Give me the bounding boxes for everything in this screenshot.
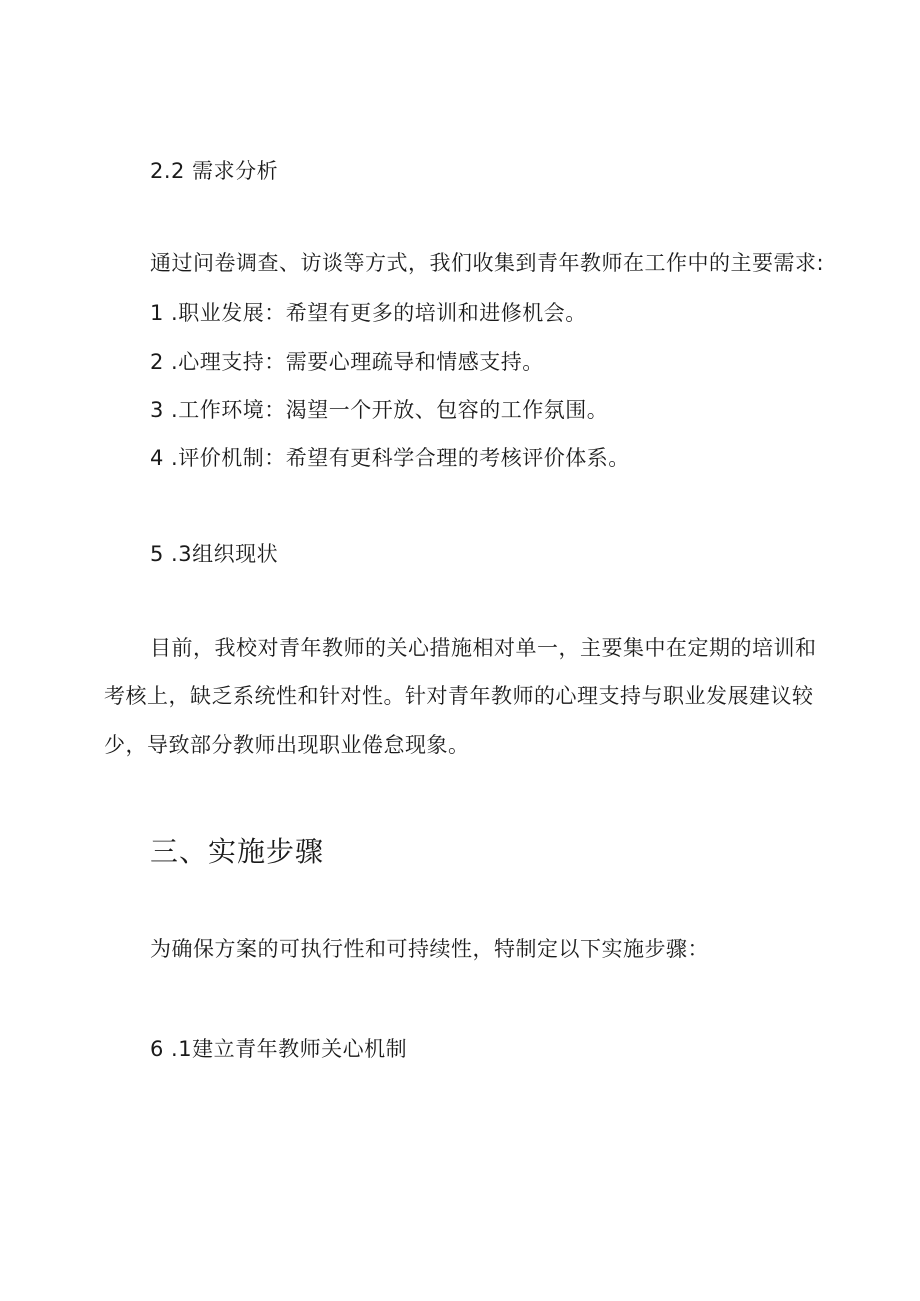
section-3-heading: 三、实施步骤 xyxy=(150,835,325,868)
need-item-1: 1 .职业发展：希望有更多的培训和进修机会。 xyxy=(150,301,587,325)
status-paragraph-line-3: 少，导致部分教师出现职业倦怠现象。 xyxy=(104,733,470,757)
section-2-3-heading: 5 .3组织现状 xyxy=(150,542,279,566)
status-paragraph-line-2: 考核上，缺乏系统性和针对性。针对青年教师的心理支持与职业发展建议较 xyxy=(104,684,814,708)
need-item-2: 2 .心理支持：需要心理疏导和情感支持。 xyxy=(150,350,544,374)
section-3-intro: 为确保方案的可执行性和可持续性，特制定以下实施步骤： xyxy=(150,937,709,961)
section-3-1-subheading: 6 .1建立青年教师关心机制 xyxy=(150,1037,408,1061)
section-2-2-intro: 通过问卷调查、访谈等方式，我们收集到青年教师在工作中的主要需求: xyxy=(150,251,825,275)
need-item-3: 3 .工作环境：渴望一个开放、包容的工作氛围。 xyxy=(150,398,609,422)
status-paragraph-line-1: 目前，我校对青年教师的关心措施相对单一，主要集中在定期的培训和 xyxy=(150,636,817,660)
need-item-4: 4 .评价机制：希望有更科学合理的考核评价体系。 xyxy=(150,446,630,470)
section-2-2-heading: 2.2 需求分析 xyxy=(150,159,279,183)
